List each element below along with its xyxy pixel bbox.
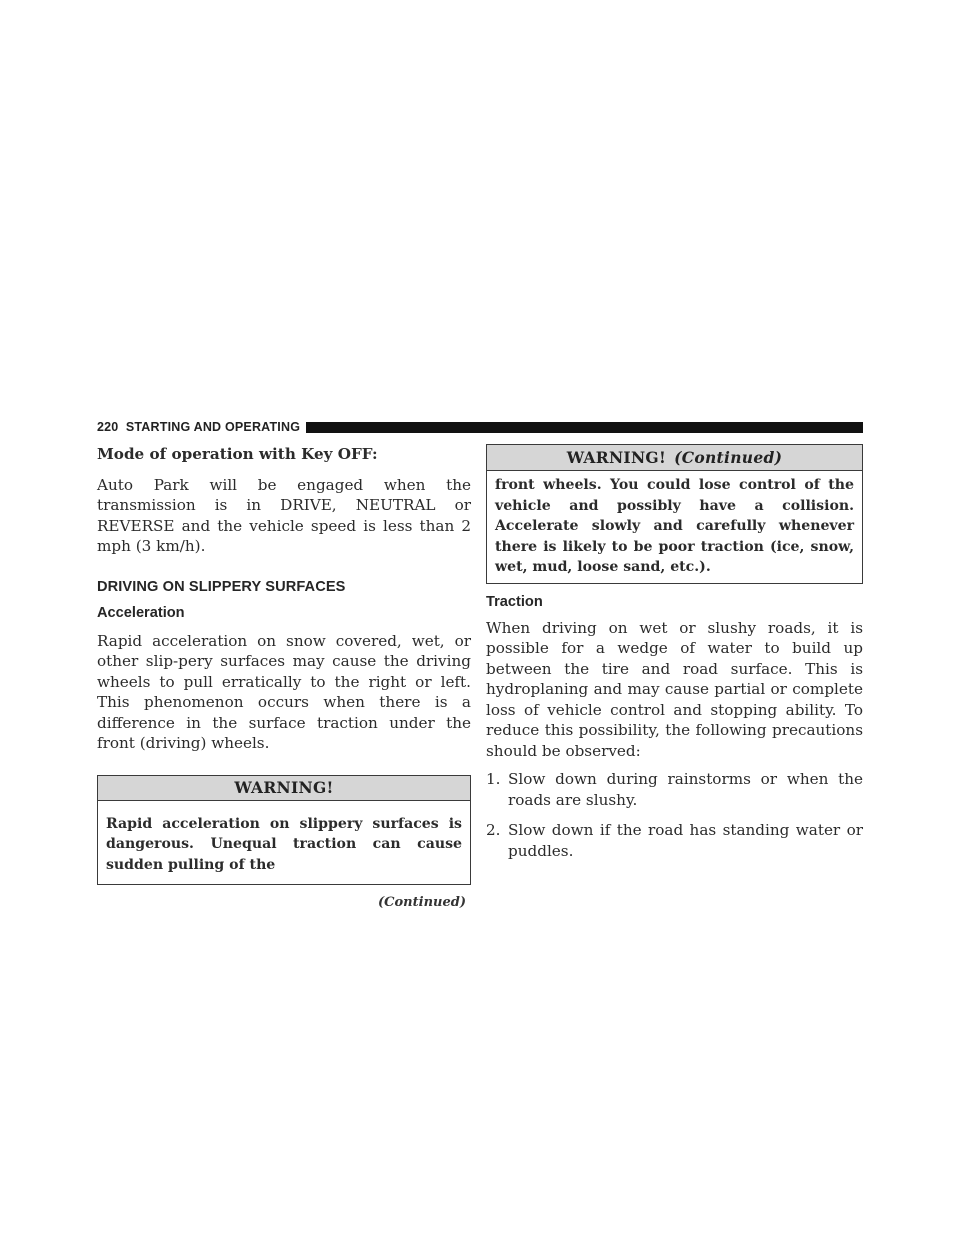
warning-box-continued [486,444,863,584]
section-title: STARTING AND OPERATING [125,420,301,434]
page-header-text [97,420,306,434]
warning-title-continued [487,445,862,471]
warning-text: Rapid acceleration on slippery surfaces is dangerous. Unequal traction can cause sudden pulling of the [106,815,462,873]
traction-paragraph: When driving on wet or slushy roads, it is possible for a wedge of water to build up between the tire and road surface. This is hydroplaning and may cause partial or complete loss of vehicle control and stopping ability. To reduce this possibility, the following precautions should be observed: [486,618,863,760]
mode-heading: Mode of operation with Key OFF: [97,445,378,463]
list-text: Slow down during rainstorms or when the roads are slushy. [508,770,863,809]
list-item [486,769,863,810]
page-header [97,420,863,434]
section-heading: DRIVING ON SLIPPERY SURFACES [97,578,346,595]
warning-title-text: WARNING! [566,448,667,467]
left-column [97,444,471,910]
warning-continued-label: (Continued) [674,448,783,467]
precaution-list [486,769,863,861]
right-column [486,444,863,861]
traction-heading: Traction [486,593,543,610]
list-number: 1. [486,770,501,788]
list-text: Slow down if the road has standing water or puddles. [508,821,863,860]
list-item [486,820,863,861]
auto-park-paragraph: Auto Park will be engaged when the transmission is in DRIVE, NEUTRAL or REVERSE and the vehicle speed is less than 2 mph (3 km/h). [97,475,471,555]
warning-text-continued: front wheels. You could lose control of the vehicle and possibly have a collision. Accelerate slowly and carefully whenever there is likely to be poor traction (ice, snow, wet, mud, loose sand, etc.). [495,477,854,575]
header-bar [306,422,863,433]
warning-box [97,775,471,886]
acceleration-heading: Acceleration [97,604,185,621]
continued-label: (Continued) [378,895,466,910]
warning-title: WARNING! [98,776,470,801]
acceleration-paragraph: Rapid acceleration on snow covered, wet, or other slip-pery surfaces may cause the driving wheels to pull erratically to the right or left. This phenomenon occurs when there is a difference in the surface traction under the front (driving) wheels. [97,631,471,752]
page-number: 220 [97,420,119,434]
list-number: 2. [486,821,501,839]
